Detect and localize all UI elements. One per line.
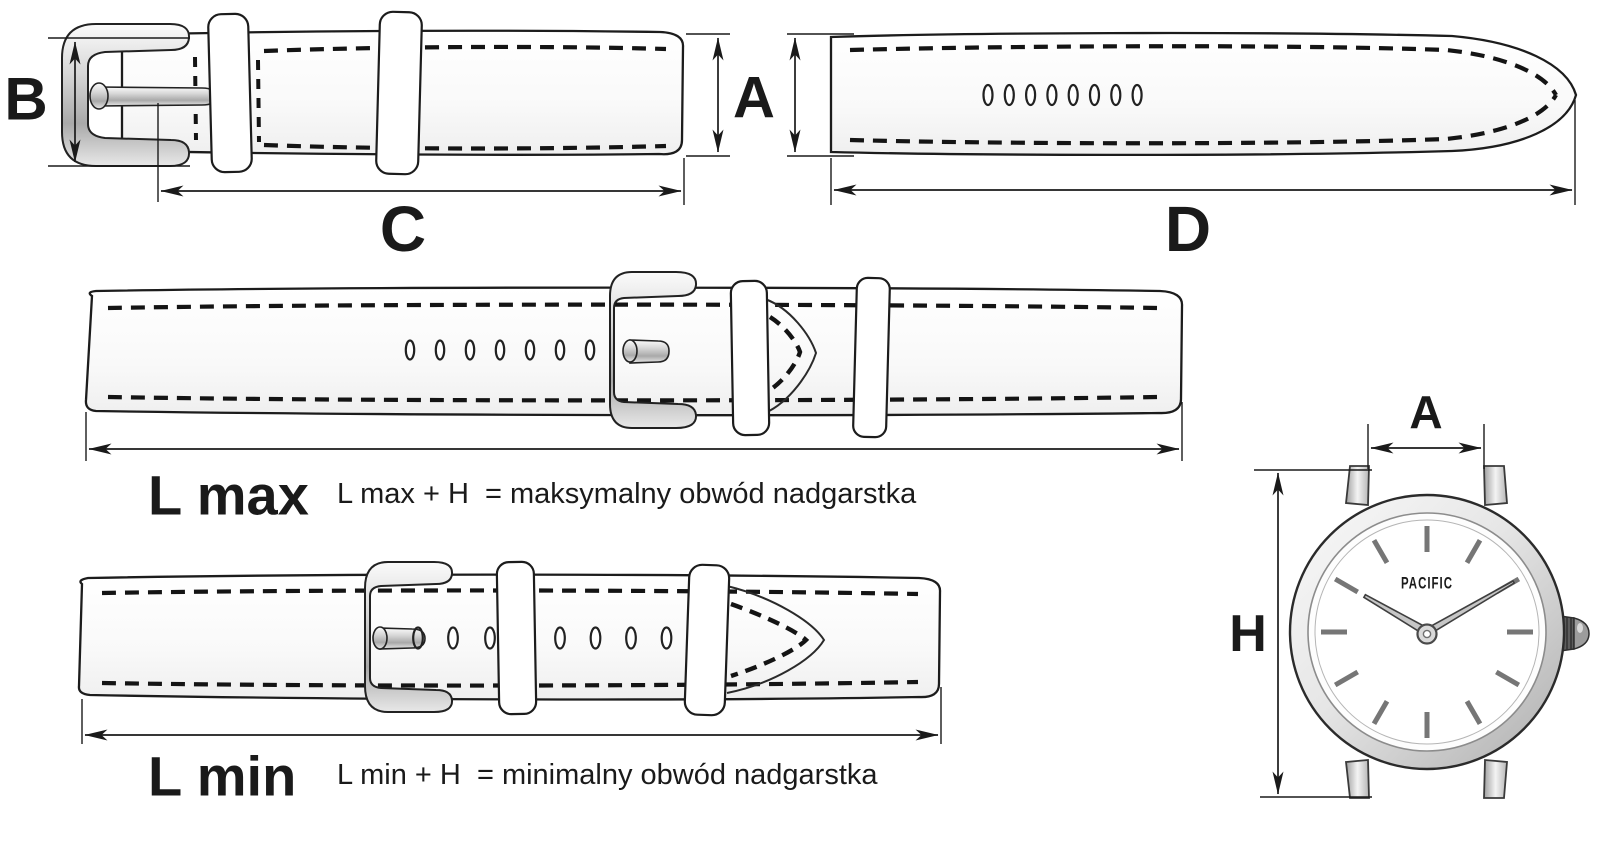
watch-drawing — [1290, 466, 1589, 798]
keeper-loop — [853, 278, 890, 438]
strap-hole — [1005, 85, 1014, 105]
watch-a-label: A — [1409, 386, 1443, 438]
strap-hole — [1133, 85, 1142, 105]
dim-c-label: C — [379, 193, 427, 265]
strap-hole — [1090, 85, 1099, 105]
keeper-loop — [731, 281, 770, 436]
keeper-loop — [208, 14, 252, 173]
dim-watch-a — [1368, 386, 1484, 469]
strap-hole — [1026, 85, 1035, 105]
tip-strap-piece — [831, 33, 1576, 155]
strap-hole — [591, 628, 601, 649]
strap-hole — [984, 85, 993, 105]
keeper-loop — [497, 562, 537, 715]
strap-hole — [555, 628, 565, 649]
prong-pivot — [373, 627, 387, 649]
strap-hole — [448, 628, 458, 649]
keeper-loop — [684, 564, 729, 715]
strap-hole — [586, 341, 594, 360]
strap-hole — [626, 628, 636, 649]
strap-hole — [466, 341, 474, 360]
strap-hole — [1111, 85, 1120, 105]
strap-hole — [556, 341, 564, 360]
strap-hole — [526, 341, 534, 360]
strap-hole — [485, 628, 495, 649]
lug — [1346, 466, 1369, 505]
strap-body — [831, 33, 1576, 155]
lug — [1484, 466, 1507, 505]
l-max-formula: L max + H = maksymalny obwód nadgarstka — [337, 478, 917, 510]
strap-hole — [662, 628, 672, 649]
buckle-strap-piece — [62, 11, 683, 174]
strap-hole — [496, 341, 504, 360]
l-min-strap — [79, 562, 940, 716]
dim-b-label: B — [4, 65, 48, 133]
brand-label: PACIFIC — [1401, 573, 1453, 593]
strap-hole — [1069, 85, 1078, 105]
watch-h-label: H — [1229, 605, 1267, 663]
keeper-loop — [376, 11, 422, 174]
l-max-label: L max — [148, 463, 309, 527]
strap-hole — [1047, 85, 1056, 105]
l-min-label: L min — [148, 744, 297, 808]
lug — [1346, 760, 1369, 798]
center-cap-core — [1423, 630, 1430, 637]
l-min-formula: L min + H = minimalny obwód nadgarstka — [337, 759, 878, 791]
dim-d-label: D — [1164, 193, 1212, 265]
prong-pivot — [623, 340, 637, 362]
prong-pivot — [90, 83, 108, 109]
strap-hole — [406, 341, 414, 360]
l-max-strap — [86, 272, 1182, 437]
strap-hole — [436, 341, 444, 360]
lug — [1484, 760, 1507, 798]
dim-a-label: A — [733, 65, 775, 131]
dim-a-left — [686, 34, 730, 156]
